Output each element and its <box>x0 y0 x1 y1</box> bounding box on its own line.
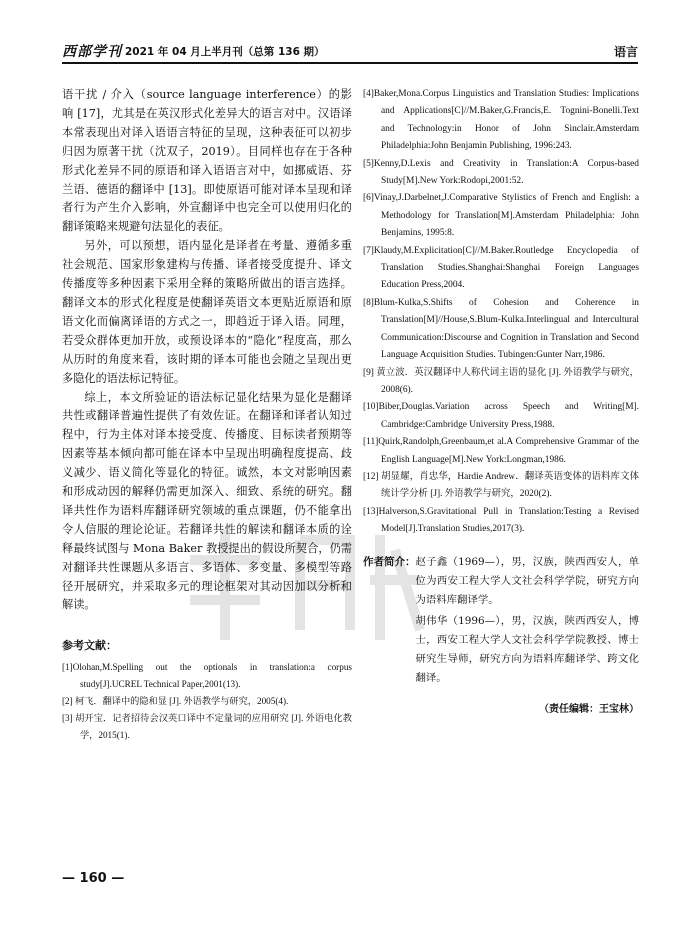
author-bio: 胡伟华（1996—），男，汉族，陕西西安人，博士，西安工程大学人文社会科学学院教授、博士研究生导师，研究方向为语料库翻译学、跨文化翻译。 <box>415 614 639 684</box>
body-paragraph: 综上，本文所验证的语法标记显化结果为显化是翻译共性或翻译普遍性提供了有效佐证。在翻译和译者认知过程中，行为主体对译本接受度、传播度、目标读者预期等因素等基本倾向都可能在译本中呈现出明确程度提高、歧义减少、语义简化等显化的特征。诚然，本文对影响因素和形成动因的解释仍需更加深入、细致、系统的研究。翻译共性作为语料库翻译研究领域的重点课题，仍不能拿出令人信服的理论论证。若翻译共性的解读和翻译本质的诠释最终试图与 Mona Baker 教授提出的假设所契合，仍需对翻译共性课题从多语言、多语体、多变量、多模型等路径开展研究，并采取多元的理论框架对其动因加以分析和解读。 <box>62 390 352 612</box>
author-label: 作者简介： <box>363 555 416 568</box>
editor-line: （责任编辑：王宝林） <box>539 703 639 715</box>
reference-item: [10]Biber,Douglas.Variation across Speech and Writing[M]. Cambridge:Cambridge University Press,1988. <box>363 402 639 430</box>
reference-item: [3] 胡开宝．记者招待会汉英口译中不定量词的应用研究 [J]. 外语电化教学，2015(1). <box>62 713 352 741</box>
reference-item: [1]Olohan,M.Spelling out the optionals in translation:a corpus study[J].UCREL Technical Paper,2001(13). <box>62 662 352 690</box>
reference-item: [8]Blum-Kulka,S.Shifts of Cohesion and Coherence in Translation[M]//House,S.Blum-Kulka.Interlingual and Intercultural Communication:Discourse and Cognition in Translation and Second Language Acquisition Studies. Tubingen:Gunter Narr,1986. <box>363 297 639 361</box>
header-left <box>62 41 325 61</box>
left-column <box>62 86 352 744</box>
author-info <box>363 553 639 688</box>
reference-item: [2] 柯飞．翻译中的隐和显 [J]. 外语教学与研究，2005(4). <box>62 696 289 707</box>
reference-item: [11]Quirk,Randolph,Greenbaum,et al.A Comprehensive Grammar of the English Language[M].New York:Longman,1986. <box>363 437 639 465</box>
reference-item: [12] 胡显耀，肖忠华，Hardie Andrew．翻译英语变体的语料库文体统计学分析 [J]. 外语教学与研究，2020(2). <box>363 471 639 500</box>
references-title: 参考文献： <box>62 639 117 653</box>
reference-item: [4]Baker,Mona.Corpus Linguistics and Translation Studies: Implications and Applications[C]//M.Baker,G.Francis,E. Tognini-Bonelli.Text and Technology:in Honor of John Sinclair.Amsterdam Philadelphia:John Benjamin Publishing, 1996:243. <box>363 89 639 152</box>
author-bios <box>416 553 640 688</box>
issue-info: 2021 年 04 月上半月刊（总第 136 期） <box>125 45 325 58</box>
section-label: 语言 <box>613 44 638 59</box>
page-number: — 160 — <box>62 871 125 886</box>
author-bio: 赵子鑫（1969—），男，汉族，陕西西安人，单位为西安工程大学人文社会科学学院，研究方向为语料库翻译学。 <box>415 555 639 606</box>
reference-item: [6]Vinay,J.Darbelnet,J.Comparative Stylistics of French and English: a Methodology for Translation[M].Amsterdam Philadelphia: John Benjamins, 1995:8. <box>363 193 639 239</box>
reference-item: [5]Kenny,D.Lexis and Creativity in Translation:A Corpus-based Study[M].New York:Rodopi,2001:52. <box>363 158 639 187</box>
journal-logo: 西部学刊 <box>62 44 122 60</box>
reference-item: [7]Klaudy,M.Explicitation[C]//M.Baker.Routledge Encyclopedia of Translation Studies.Shanghai:Shanghai Foreign Languages Education Press,2004. <box>363 245 639 291</box>
body-paragraph: 语干扰 / 介入（source language interference）的影响 [17]，尤其是在英汉形式化差异大的语言对中。汉语译本常表现出对译入语语言特征的呈现，这种表征可以初步归因为原著干扰（沈双子，2019）。目同样也存在于各种形式化差异不同的原语和译入语语言对中，如挪威语、芬兰语、德语的翻译中 [13]。即使原语可能对译本呈现和译者行为产生介入影响，外宣翻译中也完全可以使用归化的翻译策略来规避句法显化的表征。 <box>62 88 352 234</box>
page-header <box>62 40 638 64</box>
reference-item: [9] 黄立波．英汉翻译中人称代词主语的显化 [J]. 外语教学与研究，2008(6). <box>363 367 639 395</box>
right-column <box>363 86 639 715</box>
reference-item: [13]Halverson,S.Gravitational Pull in Translation:Testing a Revised Model[J].Translation Studies,2017(3). <box>363 506 639 535</box>
body-paragraph: 另外，可以预想，语内显化是译者在考量、遵循多重社会规范、国家形象建构与传播、译者接受度提升、译文传播度等多种因素下采用全释的策略所做出的语言选择。翻译文本的形式化程度是使翻译英语文本更贴近原语和原语文化而偏离译语的方式之一，即趋近于译入语。同理，若受众群体更加开放，或预设译本的“隐化”程度高，那么从历时的角度来看，该时期的译本可能也会随之呈现出更多隐化的语法标记特征。 <box>62 239 352 385</box>
